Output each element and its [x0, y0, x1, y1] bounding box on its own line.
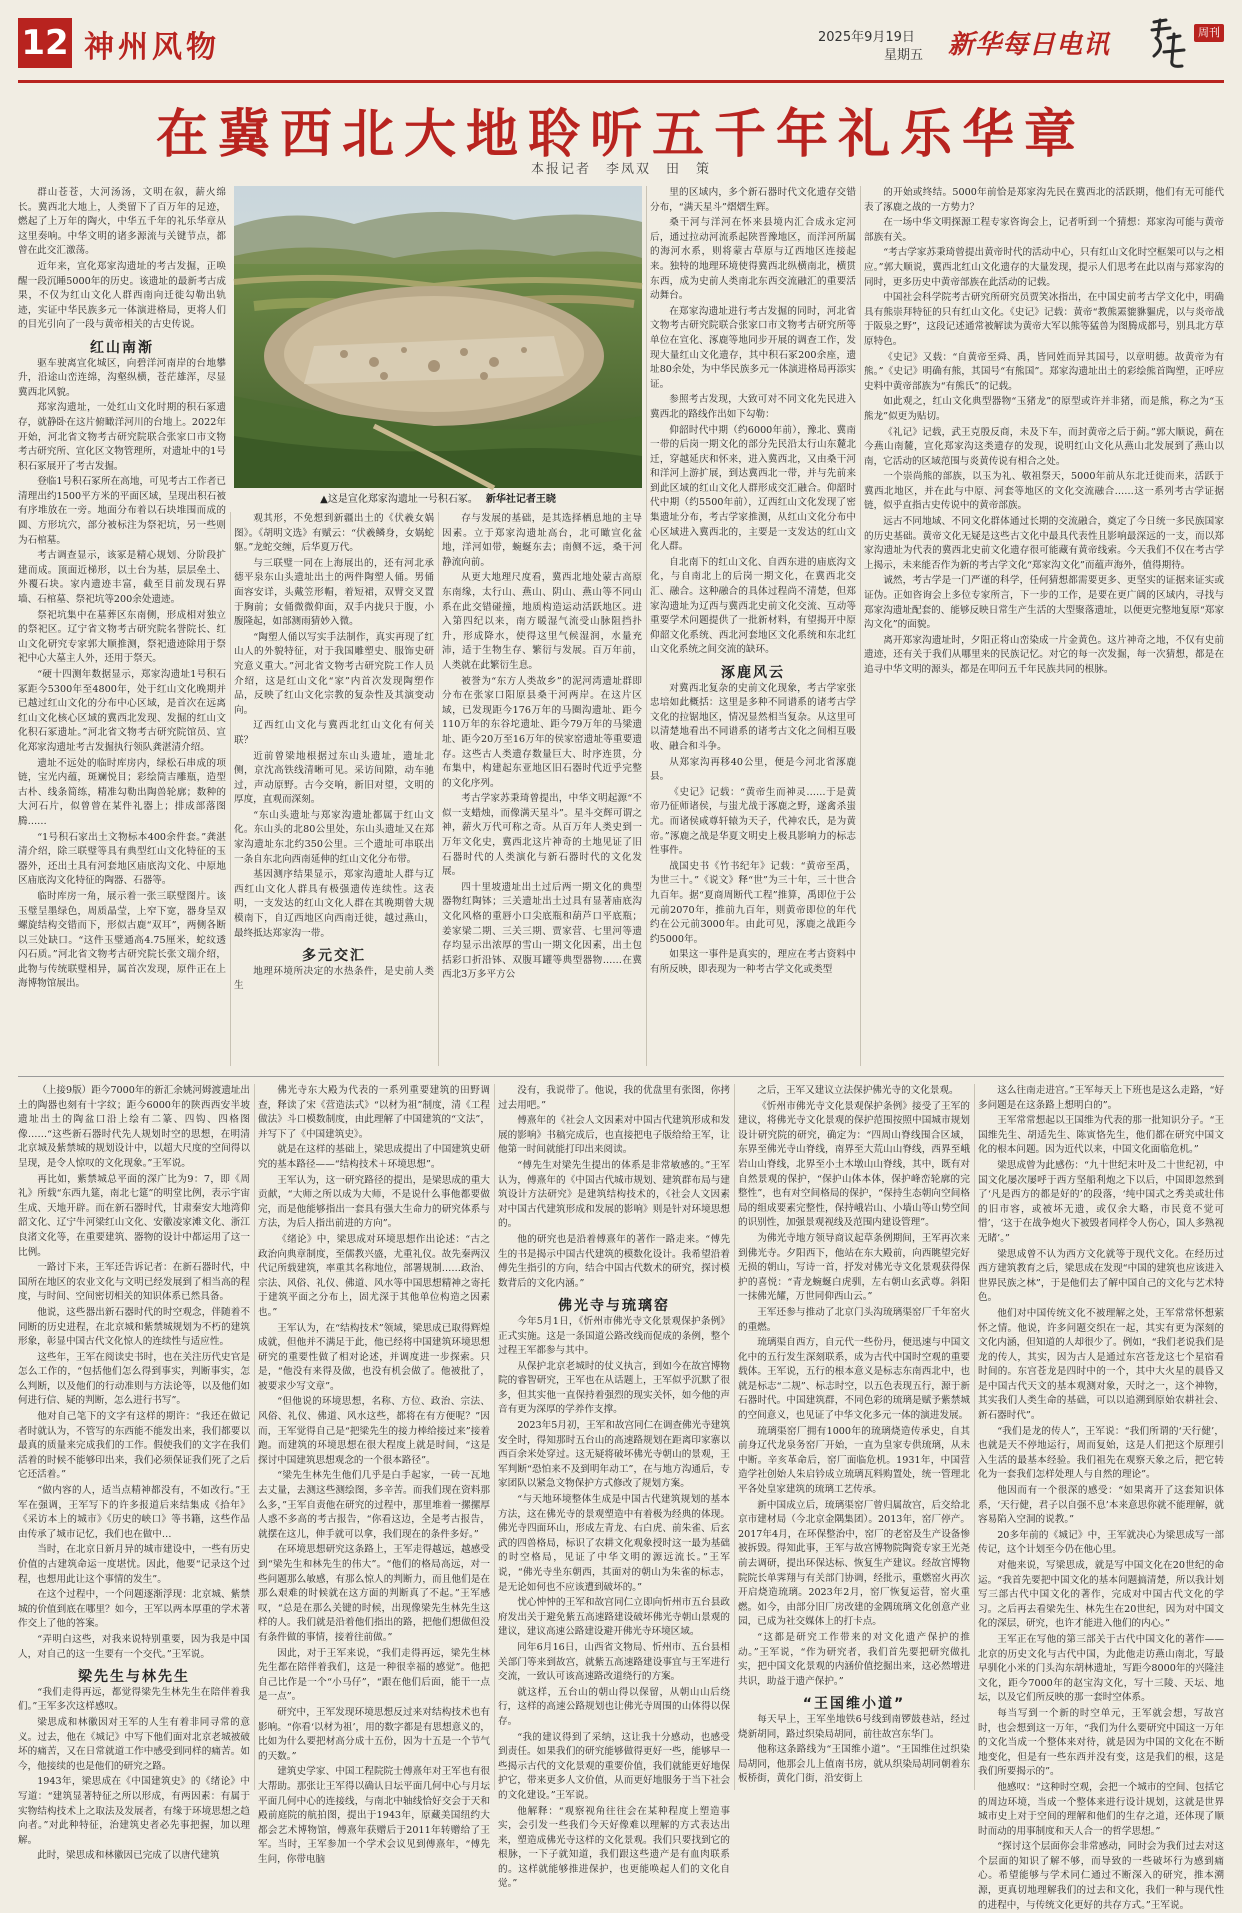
paragraph: 为佛光寺地方领导商议起草条例期间，王军再次来到佛光寺。夕阳西下，他站在东大殿前，向西眺望完好无损的朝山，写诗一首，抒发对佛光寺文化景观获得保护的喜悦：“青龙蜿蜒白虎驯，左右朝山玄武尊。斜阳一抹佛光耀，万世同仰西山云。” [738, 1232, 970, 1303]
paragraph: 《绪论》中，梁思成对环境思想作出论述：“古之政治向典章制度，至儒教兴盛，尤重礼仪。故先秦两汉代记所载建筑，率重其名称地位，部署规制……政治、宗法、风俗、礼仪、佛道、风水等中国思想精神之寄托于建筑平面之分布上，固尤深于其他单位构造之因素也。” [258, 1233, 490, 1318]
paragraph: 诚然，考古学是一门严谨的科学，任何猜想都需要更多、更坚实的证据来证实或证伪。正如咨询会上多位专家所言，下一步的工作，是要在更广阔的区域内，寻找与郑家沟遗址配套的、能够反映日常生产生活的大型聚落遗址，以便更完整地复原“郑家沟文化”的面貌。 [864, 575, 1224, 631]
lower-column-5 [978, 1084, 1224, 1911]
paragraph: 在郑家沟遗址进行考古发掘的同时，河北省文物考古研究院联合张家口市文物考古研究所等单位在宣化、涿鹿等地同步开展的调查工作，发现大量红山文化遗存，其中积石冢200余座，遗址80余处，为中华民族多元一体演进格局再添实证。 [650, 305, 856, 390]
paragraph: 20多年前的《城记》中，王军就决心为梁思成写一部传记，这个计划至今仍在他心里。 [978, 1529, 1224, 1556]
weekly-badge: 周刊 [1194, 24, 1224, 42]
section-title: 神州风物 [84, 30, 220, 65]
paragraph: 在这个过程中，一个问题逐渐浮现：北京城、紫禁城的价值到底在哪里？如今，王军以两本厚重的学术著作交上了他的答案。 [18, 1589, 250, 1630]
paragraph: 之后，王军又建议立法保护佛光寺的文化景观。 [757, 1085, 959, 1096]
paragraph: 1943年，梁思成在《中国建筑史》的《绪论》中写道：“建筑显著特征之所以形成，有两因素：有属于实物结构技术上之取法及发展者，有缘于环境思想之趋向者。”对此种特征，治建筑史者必先事把握，加以理解。 [18, 1776, 250, 1846]
subheading: 多元交汇 [302, 948, 366, 965]
paragraph: 梁思成曾为此感伤：“九十世纪末叶及二十世纪初，中国文化屡次屡呼于西方坚船利炮之下以后，中国即忽然到了‘凡是西方的都是好的’的段落，‘纯中国式之秀美或壮伟的旧市容，或被坏无遗，或仅余大略，市民竟不觉可惜’，‘这于在战争炮火下被毁者同样令人伤心，国人多熟视无睹’。” [978, 1159, 1224, 1244]
paragraph: 没有，我说带了。他说，我的优盘里有张图，你拷过去用吧。” [498, 1085, 730, 1111]
paragraph: 他说，这些器出新石器时代的时空观念，伴随着不同断的历史进程，在北京城和紫禁城规划为不朽的建筑形象，彰显中国古代文化惊人的连续性与适应性。 [18, 1306, 250, 1348]
paragraph: 如此观之，红山文化典型器物“玉猪龙”的原型或许并非猪，而是熊，称之为“玉熊龙”似更为贴切。 [864, 396, 1224, 422]
paragraph: 就这样，五台山的朝山得以保留，从朝山山后绕行，这样的高速公路规划也让佛光寺周围的山体得以保存。 [498, 1686, 730, 1727]
column-rule [860, 186, 861, 1066]
paragraph: 遗址不远处的临时库房内，绿松石串成的项链，宝光内蕴，斑斓悦目；彩绘筒吉雕瓶，造型古朴、线条简练，精准勾勒出陶兽轮廓；数种的大河石片，似曾曾在某件礼器上；排成部落图腾…… [18, 757, 226, 827]
paragraph: 同年6月16日，山西省文物局、忻州市、五台县相关部门等来到故宫，就紫五高速路建设事宜与王军进行交流，一致认可该高速路改道绕行的方案。 [498, 1641, 730, 1683]
paragraph: 王军常常想起以王国维为代表的那一批知识分子。“王国维先生、胡适先生、陈寅恪先生，他们都在研究中国文化的根本问题。因为近代以来，中国文化面临危机。” [978, 1115, 1224, 1156]
paragraph: 《忻州市佛光寺文化景观保护条例》接受了王军的建议，将佛光寺文化景观的保护范围按照中国城市规划设计研究院的研究，确定为：“四周山脊线围合区域，东界至佛光寺山脊线，南界至大荒山山脊线，西界至峨岩山山脊线，北界至小土木墩山山脊线，其中，既有对自然景观的保护，“保护山体本体，保护峰峦轮廓的完整性”，也有对空间格局的保护，“保持生态朝向空间格局的组成要素完整性，保持峨岩山、小墙山等山势空间的识别性，加强景观视线及范围内建设管理”。 [738, 1100, 970, 1229]
paragraph: 离开郑家沟遗址时，夕阳正将山峦染成一片金黄色。这片神奇之地，不仅有史前遗迹，还有关于我们从哪里来的民族记忆。对它的每一次发掘，每一次猜想，都是在追寻中华文明的源头，都是在叩问五千年民族共同的根脉。 [864, 634, 1224, 675]
paragraph: 他感叹：“这种时空观，会把一个城市的空间、包括它的周边环境，当成一个整体来进行设计规划，这就是世界城市史上对于空间的理解和他们的生存之道，还体现了顺时而动的用事制度和天人合一的哲学思想。” [978, 1781, 1224, 1837]
column-rule [974, 1084, 975, 1790]
paragraph: 从更大地理尺度看，冀西北地处蒙古高原东南缘，太行山、燕山、阴山、燕山等不同山系在此交错碰撞，地质构造运动活跃地区。进入第四纪以来，南方暖湿气流受山脉阻挡扑升，形成降水，使得这里气候湿润，水量充沛，适于生物生存、繁衍与发展。百万年前，人类就在此繁衍生息。 [442, 572, 642, 671]
paragraph: 郑家沟遗址，一处红山文化时期的积石冢遗存，就静卧在这片俯瞰洋河川的台地上。2022年开始，河北省文物考古研究院联合张家口市文物考古研究所、宣化区文物管理所，对遗址中的1号积石冢展开了考古发掘。 [18, 402, 226, 472]
column-rule [438, 512, 439, 1066]
paragraph: 中国社会科学院考古研究所研究员贾笑冰指出，在中国史前考古学文化中，明确具有熊崇拜特征的只有红山文化。《史记》记载：黄帝“教熊罴貔貅貙虎，以与炎帝战于阪泉之野”，这段记述通常被解读为黄帝大军以熊等猛兽为图腾成都号，别具北方草原特色。 [864, 292, 1224, 347]
masthead-rule [18, 80, 1224, 83]
paragraph: “做内容的人，适当点精神都没有，不如改行。”王军在强调，王军写下的许多报道后来结集成《拾年》《采访本上的城市》《历史的峡口》等书籍，这些作品由传承了城市记忆，我们也在做中… [18, 1485, 250, 1540]
paragraph: 临时库房一角，展示着一张三联璧图片。该玉璧呈墨绿色，周质晶莹，上窄下宽，器身呈双螺旋结构交错而下，形似古鹿“双耳”，两侧各断以三处缺口。“这件玉璧通高4.75厘米，蛇纹透闪石质。”河北省文物考古研究院长张文瑞介绍，此物与传统联璧相异，属首次发现，原件正在上海博物馆展出。 [18, 890, 226, 990]
paragraph: 考古调查显示，该冢是精心规划、分阶段扩建而成。顶面近梯形，以土台为基，层层垒土、外覆石块。家内遗迹丰富，截至目前发现石界墙、石棺墓、祭祀坑等200余处遗迹。 [18, 550, 226, 606]
upper-column-2 [234, 512, 434, 1066]
masthead [18, 14, 1224, 76]
photo-credit: 新华社记者王晓 [485, 494, 556, 505]
subheading: 涿鹿风云 [721, 665, 785, 681]
paragraph: 一个崇尚熊的部族，以玉为礼、敬祖祭天，5000年前从东北迁徙而来，活跃于冀西北地区，并在此与中原、河套等地区的文化交流融合……这一系列考古学证据链，似乎直指古史传说中的黄帝部族。 [864, 471, 1224, 512]
paragraph: 战国史书《竹书纪年》记载：“黄帝至禹，为世三十。”《说文》释“世”为三十年，三十世合九百年。据“夏商周断代工程”推算，禹即位于公元前2070年，推前九百年，则黄帝即位的年代约在公元前3000年。由此可见，涿鹿之战距今约5000年。 [650, 860, 856, 945]
lower-column-2 [258, 1084, 490, 1865]
lower-column-4 [738, 1084, 970, 1790]
paragraph: 辽西红山文化与冀西北红山文化有何关联？ [234, 720, 434, 746]
paragraph: “硬十四测年数据显示，郑家沟遗址1号积石冢距今5300年至4800年，处于红山文化晚期并已越过红山文化的分布中心区域，是首次在远离红山文化核心区域的冀西北发现、发掘的红山文化积石冢遗址。”河北省文物考古研究院馆员、宣化郑家沟遗址考古发掘执行领队龚湛清介绍。 [18, 669, 226, 753]
subheading: 梁先生与林先生 [78, 1669, 190, 1686]
paragraph: 《礼记》记载，武王克殷反商，未及下车，而封黄帝之后于蓟。”郭大顺说，蓟在今燕山南麓，宣化郑家沟这类遗存的发现，说明红山文化从燕山北发展到了燕山以南，它活动的区域范围与炎黄传说有相合之处。 [864, 426, 1224, 467]
paragraph: 里的区域内，多个新石器时代文化遗存交错分布，“满天星斗”熠熠生辉。 [650, 187, 856, 213]
paragraph: “这都是研究工作带来的对文化遗产保护的推动。”王军说，“作为研究者，我们首先要把研究做扎实，把中国文化景观的内涵价值挖掘出来，这必然增进共识，助益于遗产保护。” [738, 1631, 970, 1687]
paragraph: 就是在这样的基础上，梁思成提出了中国建筑史研究的基本路径——“结构技术＋环境思想”。 [258, 1144, 490, 1170]
column-rule [734, 1084, 735, 1790]
paragraph: 一路讨下来，王军还告诉记者：在新石器时代，中国所在地区的农业文化与文明已经发展到了相当高的程度，与时间、空间密切相关的知识体系已然具备。 [18, 1262, 250, 1303]
photo-caption [234, 490, 642, 505]
paragraph: 他解释：“观察视角往往会在某种程度上塑造事实，会引发一些我们今天好像难以理解的方式表达出来，塑造成佛光寺这样的文化景观。我们只要找到它的根脉，一下子就知道，我们跟这些遗产是有血肉联系的。这样就能够推进保护，也更能唤起人们的文化自觉。” [498, 1805, 730, 1890]
paragraph: 梁思成和林徽因对王军的人生有着非同寻常的意义。过去，他在《城记》中写下他们面对北京老城被破坏的痛苦，又在日常就道工作中感受到同样的痛苦。如今，他接续的也是他们的研究之路。 [18, 1716, 250, 1772]
column-rule [230, 512, 231, 1066]
subheading: “王国维小道” [802, 1696, 906, 1713]
paragraph: 王军还参与推动了北京门头沟琉璃渠窑厂千年窑火的重燃。 [738, 1306, 970, 1333]
upper-column-3 [442, 512, 642, 1066]
paragraph: 王军正在写他的第三部关于古代中国文化的著作——北京的历史文化与古代中国，为此他走访燕山南北，写最早驯化小米的门头沟东胡林遗址，写距今8000年的兴隆洼文化，距今7000年的赵宝沟文化，写十三陵、天坛、地坛，以及它们所反映的那一套时空体系。 [978, 1633, 1224, 1704]
paragraph: 佛光寺东大殿为代表的一系列重要建筑的田野调查，释读了宋《营造法式》“以材为祖”制度，清《工程做法》斗口模数制度，由此理解了中国建筑的“文法”，并写下了《中国建筑史》。 [258, 1085, 490, 1140]
paragraph: “东山头遗址与郑家沟遗址都属于红山文化。东山头的北80公里处，东山头遗址又在郑家沟遗址东北约350公里。三个遗址可串联出一条自东北向西南延伸的红山文化分布带。 [234, 809, 434, 865]
upper-column-1 [18, 186, 226, 1066]
paragraph: 从保护北京老城时的仗义执言，到如今在故宫博物院的睿智研究，王军也在从话题上，王军似乎沉默了很多，但其实他一直保持着强烈的现实关怀，如今他的声音有更为深厚的学养作支撑。 [498, 1360, 730, 1416]
issue-weekday: 星期五 [884, 48, 924, 63]
paragraph: “但他说的环境思想，名称、方位、政治、宗法、风俗、礼仪、佛道、风水这些，都将在有方便呢？”因而，王军觉得自己是“把梁先生的接力棒给接过来”接着跑。而建筑的环境思想在很大程度上就是时间，“这是探讨中国建筑思想观念的一个很本路径”。 [258, 1396, 490, 1466]
caption-text: ▲这是宣化郑家沟遗址一号积石冢。 [320, 494, 478, 505]
paragraph: “与天地环境整体生成是中国古代建筑规划的基本方法，这在佛光寺的景观塑造中有着极为经典的体现。佛光寺四面环山，形成左青龙、右白虎、前朱雀、后玄武的四兽格局，标识了农耕文化观象授时这一最为基础的时空格局，见证了中华文明的源远流长。”王军说，“佛光寺坐东朝西，其面对的朝山为朱雀的标志，是无论如何也不应该遭到破坏的。” [498, 1494, 730, 1593]
paragraph: 他对自己笔下的文字有这样的期许：“我还在做记者时就认为，不管写的东西能不能发出来，我们都要以最真的质量来完成我们的工作。假使我们的文字在我们活着的时候不能够印出来，我们必须保证我们死了之后它还活着。” [18, 1411, 250, 1481]
paragraph: “考古学家苏秉琦曾提出黄帝时代的活动中心，只有红山文化时空框架可以与之相应。”郭大顺说，冀西北红山文化遗存的大量发现，提示人们思考在此以南与郑家沟的同时，更多历史中黄帝部族在此活动的记载。 [864, 247, 1224, 288]
upper-column-4 [650, 186, 856, 1066]
paragraph: 仰韶时代中期（约6000年前），豫北、冀南一带的后岗一期文化的部分先民沿太行山东麓北迁，穿越延庆和怀来，进入冀西北，又由桑干河和洋河上游扩展，到达冀西北一带，并与先前来到此区域的红山文化人群形成交汇融合。仰韶时代中期（约5500年前），辽西红山文化发现了密集遗址分布，考古学家推测，从红山文化分布中心区域进入冀西北的，主要是一支发达的红山文化人群。 [650, 424, 856, 553]
paragraph: （上接9版）距今7000年的新汇余姚河姆渡遗址出土的陶器也刻有十字纹；距今6000年的陕西西安半坡遗址出土的陶盆口沿上绘有二篆、四钩、四格图像……“这些新石器时代先人规划时空的思想，在明清北京城及紫禁城的规划设计中，以超大尺度的空间得以呈现，是令人惊叹的文化现象。”王军说。 [18, 1085, 250, 1169]
paragraph: 被誉为“东方人类故乡”的泥河湾遗址群即分布在张家口阳原县桑干河两岸。在这片区域，已发现距今176万年的马圈沟遗址、距今110万年的东谷坨遗址、距今79万年的马梁遗址、距今20万至16万年的侯家窑遗址等重要遗存。这些古人类遗存数量巨大、时序连贯，分布集中，构建起东亚地区旧石器时代近乎完整的文化序列。 [442, 675, 642, 789]
section-divider [18, 1076, 1224, 1077]
article-headline: 在冀西北大地聆听五千年礼乐华章 [155, 104, 1086, 165]
paragraph: 每天早上，王军坐地铁6号线到南锣鼓巷站，经过烧新胡同，路过织染局胡同，前往故宫东华门。 [738, 1713, 970, 1740]
excavation-site-photo [234, 186, 642, 488]
landscape-photo-icon [234, 186, 642, 488]
paragraph: 研究中，王军发现环境思想反过来对结构技术也有影响。“你看‘以材为祖’，用的数字都是有思想意义的，比如为什么要把材高分成十五份，因为十五是一个节气的天数。” [258, 1706, 490, 1762]
paragraph: 王军认为，这一研究路径的提出，是梁思成的重大贡献，“大师之所以成为大师，不是说什么事他都要做完，而是他能够指出一套具有强大生命力的研究体系与方法，为后人指出前进的方向”。 [258, 1174, 490, 1230]
calligraphy-logo-icon [1146, 16, 1190, 72]
lower-column-1 [18, 1084, 250, 1862]
paragraph: 琉璃渠自西方，自元代一些份丹，便迅速与中国文化中的五行发生深刻联系，成为古代中国时空观的重要载体。王军说，五行的根本意义是标志东南西北中，也就是标志“二规”、标志时空，以五色表现五行，源于新石器时代。中国建筑群，不同色彩的琉璃是赋予紫禁城的空间意义，也见证了中华文化多元一体的演进发展。 [738, 1337, 970, 1422]
paragraph: 地理环境所决定的水热条件，是史前人类生 [234, 965, 434, 992]
paragraph: “陶塑人俑以写实手法制作，真实再现了红山人的外貌特征，对于我国雕塑史、服饰史研究意义重大。”河北省文物考古研究院工作人员介绍，这是红山文化“家”内首次发现陶塑作品，反映了红山文化宗教的复杂性及其演变动向。 [234, 631, 434, 716]
paragraph: 《史记》记载：“黄帝生而神灵……于是黄帝乃征师诸侯，与蚩尤战于涿鹿之野，遂禽杀蚩尤。而诸侯咸尊轩辕为天子，代神农氏，是为黄帝。”涿鹿之战是华夏文明史上极具影响力的标志性事件。 [650, 786, 856, 857]
paragraph: 《史记》又载：“自黄帝至舜、禹，皆同姓而异其国号，以章明德。故黄帝为有熊。”《史记》明确有熊，其国号“有熊国”。郑家沟遗址出土的彩绘熊首陶塑，正呼应史料中黄帝部族为“有熊氏”的记载。 [864, 351, 1224, 392]
paragraph: 从郑家沟再移40公里，便是今河北省涿鹿县。 [650, 756, 856, 783]
paragraph: 驱车驶离宣化城区，向碧洋河南岸的台地攀升，沿途山峦连绵，沟壑纵横，苍茫雄浑，尽显冀西北风貌。 [18, 357, 226, 398]
paragraph: 观其形，不免想到新疆出土的《伏羲女娲图》。《胡明文选》有赋云：“伏羲鳞身，女娲蛇躯。”龙蛇交缠，后华夏万代。 [234, 513, 434, 554]
page-number: 12 [18, 18, 72, 68]
paragraph: 对冀西北复杂的史前文化现象，考古学家张忠培如此概括：这里是多种不同谱系的诸考古学文化的拉锯地区，情况显然相当复杂。从这里可以清楚地看出不同谱系的诸考古文化之间相互吸收、融合和斗争。 [650, 682, 856, 752]
paragraph: 琉璃渠窑厂拥有1000年的琉璃烧造传承史，自其前身辽代龙泉务窑厂开始，一直为皇家专供琉璃，从未中断。辛亥革命后，窑厂面临危机。1931年，中国营造学社创始人朱启钤成立琉璃瓦料购置处，统一管理北平各处皇家建筑的琉璃工艺传承。 [738, 1425, 970, 1496]
paragraph: 祭祀坑集中在墓葬区东南侧，形成相对独立的祭祀区。辽宁省文物考古研究院名誉院长、红山文化研究专家郭大顺推测，祭祀遗迹除用于祭祀中心大墓主人外，还用于祭天。 [18, 609, 226, 665]
paragraph: 2023年5月初，王军和故宫同仁在调查佛光寺建筑安全时，得知那时五台山的高速路规划在距离印家寨以西百余米处穿过。这无疑将破坏佛光寺朝山的景观，王军判断“恐怕来不及到明年动工”，在与地方沟通后，专家团队以紧急文物保护方式修改了规划方案。 [498, 1420, 730, 1490]
paragraph: 登临1号积石冢所在高地，可见考古工作者已清理出约1500平方米的平面区域，呈现出积石被有序堆放在一旁。地面分布着以石块堆围而成的圆、方形坑穴，部分被标注为祭祀坑，另一些则为石棺墓。 [18, 476, 226, 546]
paragraph: 桑干河与洋河在怀来县境内汇合成永定河后，通过拉动河流系起陕晋豫地区，而洋河所属的海河水系，则将蒙古草原与辽西地区连接起来。独特的地理环境使得冀西北纵横南北，横贯东西，成为史前人类南北东西交流融汇的重要活动舞台。 [650, 217, 856, 302]
paragraph: “我们是龙的传人”，王军说：“我们所谓的‘天行健’，也就是天不停地运行，周而复始，这是人们把这个原理引入生活的最基本经验。我们祖先在观察天象之后，把它转化为一套我们怎样处理人与自然的理论”。 [978, 1425, 1224, 1481]
paragraph: 远古不同地域、不同文化群体通过长期的交流融合，奠定了今日统一多民族国家的历史基础。黄帝文化无疑是这些古文化中最具代表性且影响最深远的一支，而以郑家沟遗址为代表的冀西北史前文化遗存很可能藏有黄帝线索。今天我们不仅在考古学上揭示，未来能否作为新的考古学文化“郑家沟文化”而蕴声海外，值得期待。 [864, 516, 1224, 571]
paragraph: 在环境思想研究这条路上，王军走得越远，越感受到“梁先生和林先生的伟大”。“他们的格局高远，对一些问题那么敏感，有那么惊人的判断力，而且他们是在那么艰难的时候就在这方面的判断真了不起。”王军感叹，“总是在那么关键的时候，出现像梁先生林先生这样的人。我们就是沿着他们指出的路，把他们想做但没有条件做的事情，接着往前做。” [258, 1544, 490, 1643]
newspaper-name: 新华每日电讯 [948, 30, 1111, 60]
paragraph: 他因而有一个很深的感受：“如果离开了这套知识体系，‘天行健，君子以自强不息’本来意思你就不能理解，就容易陷入空洞的说教。” [978, 1485, 1224, 1526]
article-byline: 本报记者 李凤双 田 策 [530, 162, 711, 177]
paragraph: 群山苍苍，大河汤汤，文明在叙，薪火绵长。冀西北大地上，人类留下了百万年的足迹，燃起了上万年的陶火，中华五千年的礼乐华章从这里奏响。中华文明的诸多源流与关键节点，都曾在此交汇激荡。 [18, 187, 226, 257]
paragraph: 傅熹年的《社会人文因素对中国古代建筑形成和发展的影响》书稿完成后，也直接把电子版给给王军，让他第一时间就能打印出来阅读。 [498, 1115, 730, 1156]
paragraph: 建筑史学家、中国工程院院士傅熹年对王军也有很大帮助。那张让王军得以确认日坛平面几何中心与月坛平面几何中心的连接线，与南北中轴线恰好交会于天和殿前庭院的航拍图，提出于1943年，原藏美国纽约大都会艺术博物馆，傅熹年获赠后于2011年转赠给了王军。当时，王军参加一个学术会议见到傅熹年，“傅先生问，你带电脑 [258, 1766, 490, 1865]
paragraph: 今年5月1日，《忻州市佛光寺文化景观保护条例》正式实施。这是一条国道公路改线而促成的条例，整个过程王军都参与其中。 [498, 1315, 730, 1357]
paragraph: 忧心忡忡的王军和故宫同仁立即向忻州市五台县政府发出关于避免紫五高速路建设破坏佛光寺朝山景观的建议，建议高速公路建设避开佛光寺环境区域。 [498, 1597, 730, 1638]
paragraph: “傅先生对梁先生提出的体系是非常敏感的。”王军认为，傅熹年的《中国古代城市规划、建筑群布局与建筑设计方法研究》是建筑结构技术的，《社会人文因素对中国古代建筑形成和发展的影响》则是针对环境思想的。 [498, 1159, 730, 1230]
paragraph: “我们走得再远，都觉得梁先生林先生在陪伴着我们。”王军多次这样感叹。 [18, 1686, 250, 1713]
lower-column-3 [498, 1084, 730, 1890]
paragraph: 每当写到一个新的时空单元，王军就会想，写故宫时，也会想到这一万年，“我们为什么要研究中国这一万年的文化当成一个整体来对待，就是因为中国的文化在不断地变化，但是有一些东西并没有变，这是我们的根，这是我们所要揭示的”。 [978, 1707, 1224, 1778]
column-rule [254, 1084, 255, 1790]
paragraph: 王军认为，在“结构技术”领域，梁思成已取得辉煌成就，但他并不满足于此，他已经将中国建筑环境思想研究的重要性做了相对论述，并调度进一步探索。只是，“他没有来得及做，也没有机会做了。他被批了，被要求少写文章”。 [258, 1322, 490, 1392]
paragraph: “我的建议得到了采纳，这让我十分感动，也感受到责任。如果我们的研究能够做得更好一些，能够早一些揭示古代的文化景观的重要价值，我们就能更好地保护它，带来更多人文价值，从而更好地服务于当下社会的文化建设。”王军说。 [498, 1731, 730, 1801]
paragraph: 基因测序结果显示，郑家沟遗址人群与辽西红山文化人群具有极强遗传连续性。这表明，一支发达的红山文化人群在其晚期曾大规模南下，自辽西地区向西南迁徙，越过燕山，最终抵达郑家沟一带。 [234, 869, 434, 939]
paragraph: 新中国成立后，琉璃渠窑厂曾归属故宫，后交给北京市建材局（今北京金隅集团）。2013年，窑厂停产。2017年4月，在环保整治中，窑厂的老窑及生产设备惨被拆毁。得知此事，王军与故宫博物院陶瓷专家王光尧前去调研，提出环保达标、恢复生产建议。经故宫博物院院长单霁翔与有关部门协调，经批示，重燃窑火再次开启烧造琉璃。2023年2月，窑厂恢复运营，窑火重燃。如今，由部分旧厂房改建的金隅琉璃文化创意产业园，已成为社交媒体上的打卡点。 [738, 1499, 970, 1628]
paragraph: 参照考古发现，大致可对不同文化先民进入冀西北的路线作出如下勾勒： [650, 394, 856, 420]
paragraph: 存与发展的基础，是其选择栖息地的主导因素。立于郑家沟遗址高台，北可瞰宣化盆地，洋河如带，蜿蜒东去；南侧不远，桑干河静流向前。 [442, 513, 642, 568]
paragraph: “梁先生林先生他们几乎是白手起家，一砖一瓦地去丈量，去测这些测绘图，多辛苦。而我们现在资料那么多，”王军自责他在研究的过程中，那里堆着一摞摞厚人惑不多高的考古报告，“你看这边，全是考古报告，就摆在这儿，伸手就可以拿，我们现在的条件多好。” [258, 1470, 490, 1540]
paragraph: 再比如，紫禁城总平面的深广比为9：7，即《周礼》所载“东西九筵，南北七筵”的明堂比例，表示宇宙生成、天地开辟。而在新石器时代，甘肃秦安大地湾仰韶文化、辽宁牛河梁红山文化、安徽凌家滩文化、浙江良渚文化等，在重要建筑、器物的设计中都运用了这一比例。 [18, 1173, 250, 1258]
paragraph: 在一场中华文明探源工程专家咨询会上，记者听到一个猜想：郑家沟可能与黄帝部族有关。 [864, 217, 1224, 243]
paragraph: 当时，在北京日新月异的城市建设中，一些有历史价值的古建筑命运一度堪忧。因此，他要“记录这个过程，也想用此让这个事情的发生”。 [18, 1544, 250, 1585]
column-rule [646, 186, 647, 1066]
paragraph: 他称这条路线为“王国维小道”。“王国维住过织染局胡同，他那会儿上值南书房，就从织染局胡同朝着东板桥街，黄化门街，沿安街上 [738, 1744, 970, 1785]
paragraph: 近年来，宣化郑家沟遗址的考古发掘，正唤醒一段沉睡5000年的历史。该遗址的最新考古成果，不仅为红山文化人群西南向迁徙勾勒出轨迹，实证中华民族多元一体演进格局，更将人们的目光引向了一段与黄帝相关的古史传说。 [18, 260, 226, 331]
subheading: 红山南渐 [90, 339, 154, 356]
paragraph: 梁思成曾不认为西方文化就等于现代文化。在经历过西方建筑教育之后，梁思成在发现“中国的建筑也应该进入世界民族之林”，于是他们去了解中国自己的文化与艺术特色。 [978, 1248, 1224, 1304]
paragraph: 与三联璧一同在上海展出的，还有河北承德平泉东山头遗址出土的两件陶塑人俑。男俑面容安详，头戴笠形帽，着短裙，双臂交叉置于胸前；女俑微微仰面，双手内拢只于腹，小腹隆起，如部测雨猜妙入微。 [234, 557, 434, 628]
paragraph: 对他来说，写梁思成，就是写中国文化在20世纪的命运。“我首先要把中国文化的基本问题搞清楚，所以我计划写三部古代中国文化的著作，完成对中国古代文化的学习。之后再去看梁先生、林先生在20世纪，因为对中国文化的深层，研究，也许才能进入他们的内心。” [978, 1560, 1224, 1630]
paragraph: 他们对中国传统文化不被理解之处，王军常常怀想萦怀之情。他说，许多问题交织在一起，其实有更为深刻的文化内涵，但知道的人却很少了。例如，“我们老说我们是龙的传人，其实，因为古人是通过东宫苍龙这七个星宿看时间的。东宫苍龙是四时中的一个，其中大火星的晨昏又是中国古代天文的基本观测对象，天时之一，这个神物，其实我们人类生命的基础，可以以追溯到原始农耕社会、新石器时代”。 [978, 1307, 1224, 1422]
paragraph: 他的研究也是沿着傅熹年的著作一路走来。“傅先生的书是揭示中国古代建筑的模数化设计。我希望沿着傅先生指引的方向，结合中国古代数术的研究，探讨模数背后的文化内涵。” [498, 1233, 730, 1289]
paragraph: 如果这一事件是真实的，理应在考古资料中有所反映，即表现为一种考古学文化或类型 [650, 949, 856, 975]
paragraph: 因此，对于王军来说，“我们走得再远，梁先生林先生都在陪伴着我们，这是一种很幸福的感觉”。他把自己比作是一个“小马仔”，“跟在他们后面，能干一点是一点”。 [258, 1647, 490, 1703]
paragraph: 这些年，王军在阅读史书时，也在关注历代史官是怎么工作的，“包括他们怎么得到事实，判断事实，怎么判断，以及他们的行动准则与方法论等，以及他们如何进行信、疑的判断，怎么进行书写”。 [18, 1351, 250, 1407]
paragraph: 的开始或终结。5000年前恰是郑家沟先民在冀西北的活跃期，他们有无可能代表了涿鹿之战的一方势力？ [864, 187, 1224, 213]
paragraph: 四十里坡遗址出土过后两一期文化的典型器物红陶钵；三关遗址出土过具有显著庙底沟文化风格的重唇小口尖底瓶和葫芦口平底瓶；姜家梁二期、三关三期、贾家营、七里河等遗存均显示出浓厚的雪山一期文化因素，出土包括彩口折沿钵、双腹耳罐等典型器物……在冀西北3万多平方公 [442, 881, 642, 981]
issue-date: 2025年9月19日 [818, 30, 915, 45]
paragraph: “探讨这个层面你会非常感动，同时会为我们过去对这个层面的知识了解不够，而导致的一些破坏行为感到痛心。希望能够与学术同仁通过不断深入的研究，推本溯源，更真切地理解我们的过去和文化，我们一种与现代性的进程中，与传统文化更好的共存方式。”王军说。 [978, 1841, 1224, 1911]
paragraph: 近前曾梁地根据过东山头遗址，遗址北侧，京沈高铁线清晰可见。采访间隙，动车驰过，声动原野。古今交响，新旧对望，文明的厚度，直观而深刻。 [234, 750, 434, 806]
paragraph: 自北南下的红山文化、自西东进的庙底沟文化，与自南北上的后岗一期文化，在冀西北交汇、融合。这种融合的具体过程尚不清楚，但郑家沟遗址为辽西与冀西北史前文化交流、互动等重要学术问题提供了一批新材料，有望揭开中原仰韶文化系统、西北河套地区文化系统和东北红山文化系统之间交流的缺环。 [650, 556, 856, 656]
column-rule [494, 1084, 495, 1790]
paragraph: 这么往南走进宫。”王军每天上下班也是这么走路，“好多问题是在这条路上想明白的”。 [978, 1085, 1224, 1111]
upper-column-5 [864, 186, 1224, 1066]
subheading: 佛光寺与琉璃窑 [558, 1298, 670, 1315]
paragraph: 考古学家苏秉琦曾提出，中华文明起源“不似一支蜡烛，而像满天星斗”。星斗交辉可谓之神，薪火万代可称之奇。从百万年人类史到一万年文化史，冀西北这片神奇的土地见证了旧石器时代的人类演化与新石器时代的文化发展。 [442, 793, 642, 878]
paragraph: 此时，梁思成和林徽因已完成了以唐代建筑 [37, 1850, 220, 1862]
paragraph: “1号积石家出土文物标本400余件套。”龚湛清介绍，除三联璧等具有典型红山文化特征的玉器外，还出土具有河套地区庙底沟文化、中原地区庙底沟文化特征的陶器、石器等。 [18, 831, 226, 887]
paragraph: “弄明白这些，对我来说特别重要，因为我是中国人，对自己的这一生要有一个交代。”王军说。 [18, 1633, 250, 1660]
